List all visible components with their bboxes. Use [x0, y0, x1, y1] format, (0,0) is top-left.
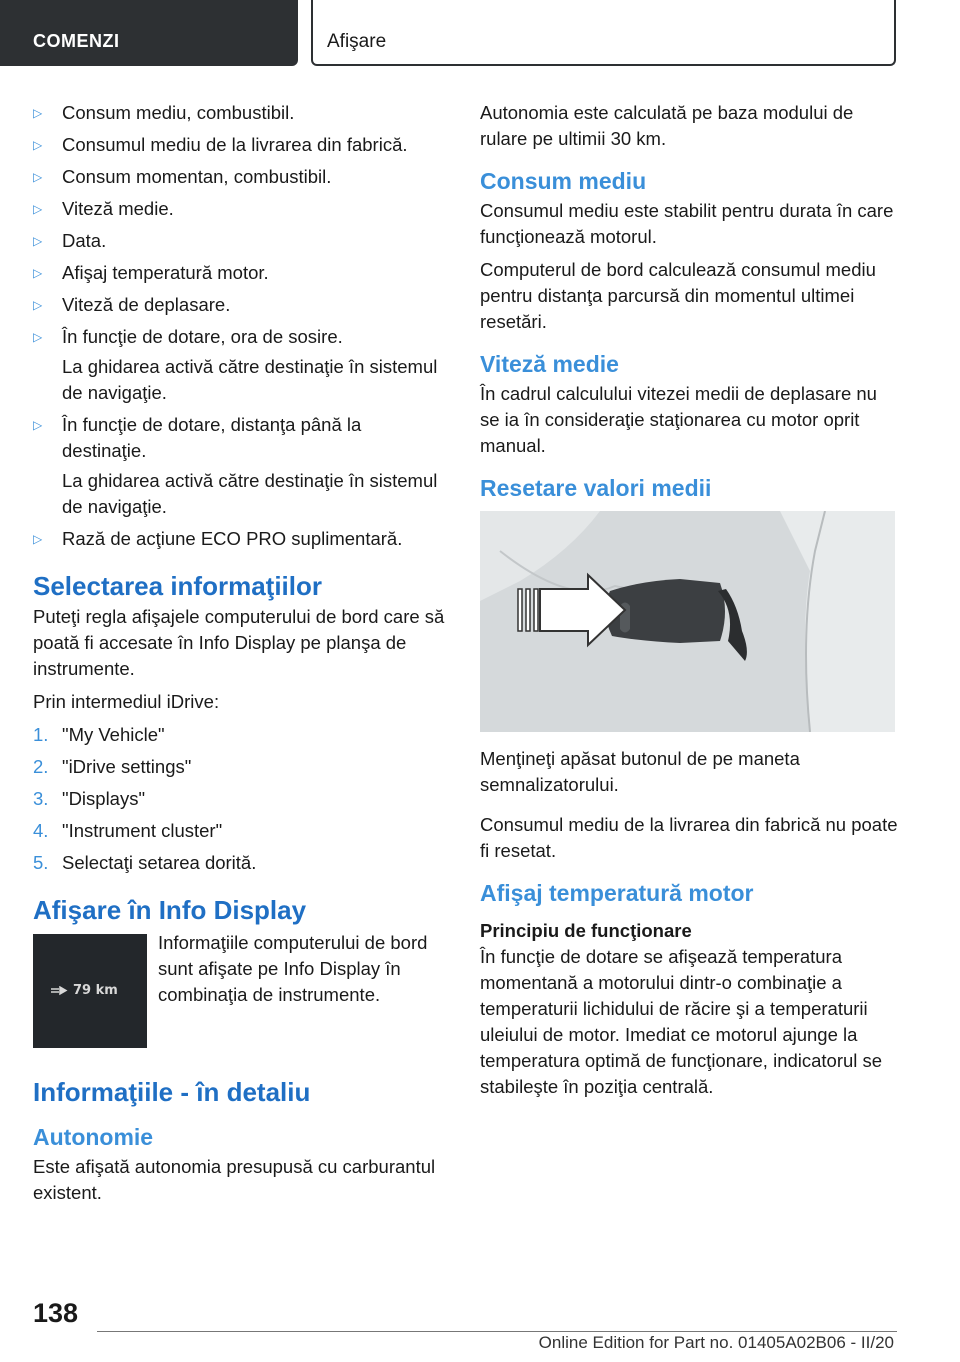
list-item: ▷ Data. [33, 228, 447, 254]
info-display-text: Informaţiile computerului de bord sunt afişate pe Info Display în combinaţia de instrumente. [158, 932, 428, 1005]
section-tab [0, 0, 298, 66]
paragraph: Autonomia este calculată pe baza modului de rulare pe ultimii 30 km. [480, 102, 854, 149]
chapter-title: Afişare [327, 31, 387, 52]
range-readout: 79 km [73, 983, 118, 998]
list-item: ▷ Rază de acţiune ECO PRO suplimentară. [33, 526, 447, 552]
subheading-principiu: Principiu de funcţionare [480, 920, 692, 941]
step-item: 4. "Instrument cluster" [33, 818, 447, 844]
heading-viteza-medie: Viteză medie [480, 351, 619, 377]
display-info-list [33, 100, 447, 552]
stalk-illustration [480, 511, 895, 732]
footer-divider [97, 1331, 897, 1332]
triangle-bullet-icon: ▷ [33, 532, 43, 546]
section-label: COMENZI [33, 31, 120, 51]
heading-autonomie: Autonomie [33, 1124, 154, 1150]
triangle-bullet-icon: ▷ [33, 138, 43, 152]
triangle-bullet-icon: ▷ [33, 298, 43, 312]
list-item: ▷ În funcţie de dotare, distanţa până la destinaţie. La ghidarea activă către destinaţie în sistemul de navigaţie. [33, 412, 447, 520]
info-display-block [33, 930, 447, 1052]
heading-temperatura-motor: Afişaj temperatură motor [480, 880, 754, 906]
chapter-tab [311, 0, 896, 66]
list-item: ▷ În funcţie de dotare, ora de sosire. La ghidarea activă către destinaţie în sistemul de navigaţie. [33, 324, 447, 406]
triangle-bullet-icon: ▷ [33, 266, 43, 280]
paragraph: Computerul de bord calculează consumul mediu pentru distanţa parcursă din momentul ultimei resetări. [480, 259, 876, 332]
heading-detaliu: Informaţiile - în detaliu [33, 1077, 311, 1107]
step-number: 4. [33, 820, 49, 841]
page-header [0, 0, 960, 66]
paragraph: Consumul mediu de la livrarea din fabrică nu poate fi resetat. [480, 814, 898, 861]
triangle-bullet-icon: ▷ [33, 106, 43, 120]
left-column [33, 100, 447, 1213]
triangle-bullet-icon: ▷ [33, 170, 43, 184]
footer-edition: Online Edition for Part no. 01405A02B06 - II/20 [538, 1333, 894, 1352]
turn-signal-stalk-image [480, 511, 895, 732]
info-display-image [33, 934, 147, 1048]
step-item: 5. Selectaţi setarea dorită. [33, 850, 447, 876]
paragraph: Este afişată autonomia presupusă cu carburantul existent. [33, 1156, 436, 1203]
paragraph: În cadrul calculului vitezei medii de deplasare nu se ia în consideraţie staţionarea cu motor oprit manual. [480, 383, 877, 456]
triangle-bullet-icon: ▷ [33, 418, 43, 432]
heading-resetare: Resetare valori medii [480, 475, 712, 501]
step-item: 1. "My Vehicle" [33, 722, 447, 748]
list-item-note: La ghidarea activă către destinaţie în sistemul de navigaţie. [62, 470, 438, 517]
paragraph: În funcţie de dotare se afişează temperatura momentană a motorului dintr-o combinaţie a temperaturii lichidului de răcire şi a temperaturii uleiului de motor. Imediat ce motorul ajunge la temperatura optimă de funcţionare, indicatorul se stabileşte în poziţia centrală. [480, 946, 883, 1097]
paragraph: Prin intermediul iDrive: [33, 691, 220, 712]
range-arrow-icon [51, 986, 71, 996]
idrive-steps [33, 722, 447, 876]
list-item-note: La ghidarea activă către destinaţie în sistemul de navigaţie. [62, 356, 438, 403]
step-number: 5. [33, 852, 49, 873]
heading-selectare: Selectarea informaţiilor [33, 571, 322, 601]
list-item: ▷ Viteză de deplasare. [33, 292, 447, 318]
list-item: ▷ Consum momentan, combustibil. [33, 164, 447, 190]
heading-info-display: Afişare în Info Display [33, 895, 307, 925]
paragraph: Puteţi regla afişajele computerului de bord care să poată fi accesate în Info Display pe planşa de instrumente. [33, 606, 445, 679]
triangle-bullet-icon: ▷ [33, 330, 43, 344]
paragraph: Menţineţi apăsat butonul de pe maneta semnalizatorului. [480, 748, 800, 795]
step-number: 3. [33, 788, 49, 809]
list-item: ▷ Consum mediu, combustibil. [33, 100, 447, 126]
list-item: ▷ Viteză medie. [33, 196, 447, 222]
step-item: 3. "Displays" [33, 786, 447, 812]
triangle-bullet-icon: ▷ [33, 234, 43, 248]
right-column [480, 100, 898, 1107]
step-item: 2. "iDrive settings" [33, 754, 447, 780]
step-number: 2. [33, 756, 49, 777]
paragraph: Consumul mediu este stabilit pentru durata în care funcţionează motorul. [480, 200, 894, 247]
page-number: 138 [33, 1298, 79, 1328]
list-item: ▷ Afişaj temperatură motor. [33, 260, 447, 286]
step-number: 1. [33, 724, 49, 745]
list-item: ▷ Consumul mediu de la livrarea din fabrică. [33, 132, 447, 158]
heading-consum-mediu: Consum mediu [480, 168, 647, 194]
triangle-bullet-icon: ▷ [33, 202, 43, 216]
